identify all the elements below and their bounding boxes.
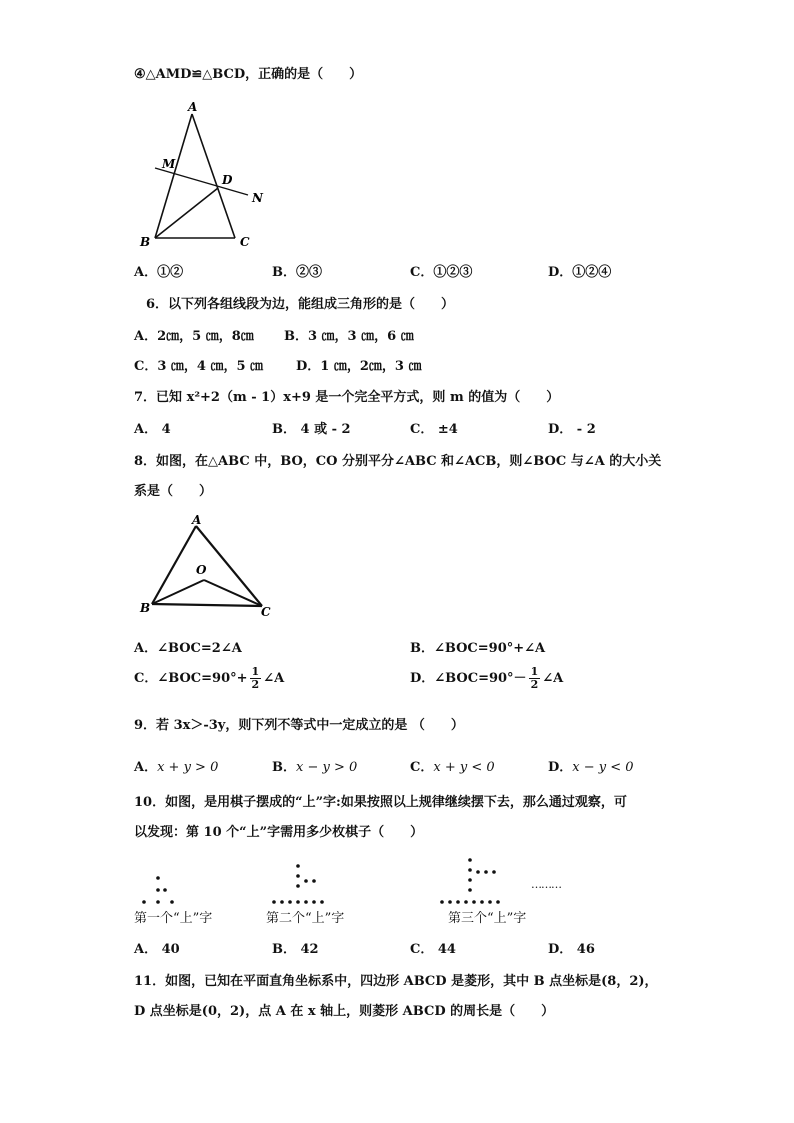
q5-option-b: B．②③ <box>272 265 322 280</box>
q10-p3-dot <box>488 900 492 904</box>
q5-label-d: D <box>222 173 233 187</box>
q10-p3-dot <box>456 900 460 904</box>
q10-p1-dot <box>163 888 167 892</box>
q10-option-b: B． 42 <box>272 942 319 957</box>
q8-option-d-suffix: ∠A <box>542 671 564 686</box>
q5-side-ab <box>155 114 192 238</box>
q10-pattern-2 <box>268 860 348 910</box>
q8-label-o: O <box>196 563 207 577</box>
q10-stem-line1: 10．如图，是用棋子摆成的“上”字:如果按照以上规律继续摆下去，那么通过观察，可 <box>134 795 627 810</box>
q8-stem-line2: 系是（ ） <box>134 484 213 499</box>
q8-option-c-prefix: C．∠BOC=90°+ <box>134 671 248 686</box>
q5-option-d: D．①②④ <box>548 265 612 280</box>
q10-caption-1: 第一个“上”字 <box>134 911 213 926</box>
q9-option-a-label: A． <box>134 760 158 775</box>
q10-caption-2: 第二个“上”字 <box>266 911 345 926</box>
q11-stem-line1: 11．如图，已知在平面直角坐标系中，四边形 ABCD 是菱形，其中 B 点坐标是(8，2)， <box>134 974 658 989</box>
q10-p3-dot <box>496 900 500 904</box>
q8-option-d-fraction <box>529 666 541 691</box>
q8-option-c <box>134 666 284 691</box>
q7-option-c: C． ±4 <box>410 422 458 437</box>
q10-p2-dot <box>296 884 300 888</box>
q8-option-a: A．∠BOC=2∠A <box>134 641 242 656</box>
q8-label-c: C <box>261 605 271 619</box>
q10-p1-dot <box>142 900 146 904</box>
q10-p2-dot <box>296 900 300 904</box>
q10-p2-dot <box>304 879 308 883</box>
q8-label-a: A <box>192 513 202 527</box>
q8-label-b: B <box>140 601 151 615</box>
q10-caption-3: 第三个“上”字 <box>448 911 527 926</box>
q10-p2-dot <box>296 874 300 878</box>
q10-ellipsis: ……… <box>531 878 561 891</box>
q7-option-d: D． - 2 <box>548 422 596 437</box>
q10-p1-dot <box>170 900 174 904</box>
q9-option-c <box>410 759 495 777</box>
q10-p1-dot <box>156 900 160 904</box>
q5-label-m: M <box>162 157 176 171</box>
q10-p2-dot <box>312 900 316 904</box>
q5-label-a: A <box>188 100 198 114</box>
q9-option-d-expr: x − y < 0 <box>572 760 634 775</box>
q6-stem: 6．以下列各组线段为边，能组成三角形的是（ ） <box>146 297 455 312</box>
q5-segment-bd <box>155 188 218 238</box>
q8-option-d <box>410 666 563 691</box>
q8-side-ab <box>152 526 196 604</box>
q10-p3-dot <box>476 870 480 874</box>
q9-option-d <box>548 759 634 777</box>
q7-option-b: B． 4 或 - 2 <box>272 422 351 437</box>
q8-side-bc <box>152 604 262 606</box>
q6-option-a: A．2㎝，5 ㎝，8㎝ <box>134 329 254 344</box>
q5-triangle-figure <box>130 100 280 250</box>
q10-p2-dot <box>288 900 292 904</box>
q10-p3-dot <box>468 878 472 882</box>
q10-p2-dot <box>304 900 308 904</box>
q8-option-b: B．∠BOC=90°+∠A <box>410 641 546 656</box>
q10-p2-dot <box>296 864 300 868</box>
q10-p1-dot <box>156 888 160 892</box>
q8-stem-line1: 8．如图，在△ABC 中，BO，CO 分别平分∠ABC 和∠ACB，则∠BOC 与∠A 的大小关 <box>134 454 662 469</box>
q9-option-c-label: C． <box>410 760 434 775</box>
q9-option-d-label: D． <box>548 760 573 775</box>
q10-p3-dot <box>484 870 488 874</box>
q8-option-c-denominator: 2 <box>251 678 260 691</box>
q10-p3-dot <box>472 900 476 904</box>
q10-p3-dot <box>448 900 452 904</box>
q11-stem-line2: D 点坐标是(0，2)，点 A 在 x 轴上，则菱形 ABCD 的周长是（ ） <box>134 1004 555 1019</box>
q10-pattern-3 <box>438 852 528 908</box>
q10-p2-dot <box>280 900 284 904</box>
q7-option-a: A． 4 <box>134 422 171 437</box>
q10-p2-dot <box>312 879 316 883</box>
q10-option-d: D． 46 <box>548 942 595 957</box>
q10-p3-dot <box>440 900 444 904</box>
q8-option-d-prefix: D．∠BOC=90°－ <box>410 671 527 686</box>
q10-p3-dot <box>492 870 496 874</box>
q5-option-a: A．①② <box>134 265 184 280</box>
q9-option-b-label: B． <box>272 760 296 775</box>
q6-option-c: C．3 ㎝，4 ㎝，5 ㎝ <box>134 359 264 374</box>
q9-option-b-expr: x − y > 0 <box>296 760 358 775</box>
q7-stem: 7．已知 x²+2（m - 1）x+9 是一个完全平方式，则 m 的值为（ ） <box>134 390 560 405</box>
q8-option-c-suffix: ∠A <box>263 671 285 686</box>
q10-p2-dot <box>272 900 276 904</box>
q6-option-d: D．1 ㎝，2㎝，3 ㎝ <box>296 359 422 374</box>
q5-stem-tail: ④△AMD≌△BCD，正确的是（ ） <box>134 67 363 82</box>
q5-option-c: C．①②③ <box>410 265 473 280</box>
q10-p3-dot <box>468 888 472 892</box>
q5-label-n: N <box>252 191 263 205</box>
q5-label-b: B <box>140 235 151 249</box>
q8-option-d-numerator: 1 <box>530 665 539 678</box>
q10-p3-dot <box>468 868 472 872</box>
q5-label-c: C <box>240 235 250 249</box>
q10-p3-dot <box>468 858 472 862</box>
q8-triangle-figure <box>134 512 284 622</box>
q8-option-c-numerator: 1 <box>251 665 260 678</box>
q9-option-b <box>272 759 357 777</box>
q10-p3-dot <box>464 900 468 904</box>
q10-option-c: C． 44 <box>410 942 456 957</box>
q10-stem-line2: 以发现：第 10 个“上”字需用多少枚棋子（ ） <box>134 825 424 840</box>
q8-option-d-denominator: 2 <box>530 678 539 691</box>
q9-option-a <box>134 759 218 777</box>
q9-option-a-expr: x + y > 0 <box>157 760 219 775</box>
q8-segment-co <box>204 580 262 606</box>
q10-p1-dot <box>156 876 160 880</box>
q10-p3-dot <box>480 900 484 904</box>
q6-option-b: B．3 ㎝，3 ㎝，6 ㎝ <box>284 329 414 344</box>
q10-p2-dot <box>320 900 324 904</box>
q8-option-c-fraction <box>250 666 262 691</box>
q9-option-c-expr: x + y < 0 <box>433 760 495 775</box>
q9-stem: 9．若 3x＞-3y，则下列不等式中一定成立的是 （ ） <box>134 718 464 733</box>
q10-pattern-1 <box>138 870 198 910</box>
q10-option-a: A． 40 <box>134 942 180 957</box>
